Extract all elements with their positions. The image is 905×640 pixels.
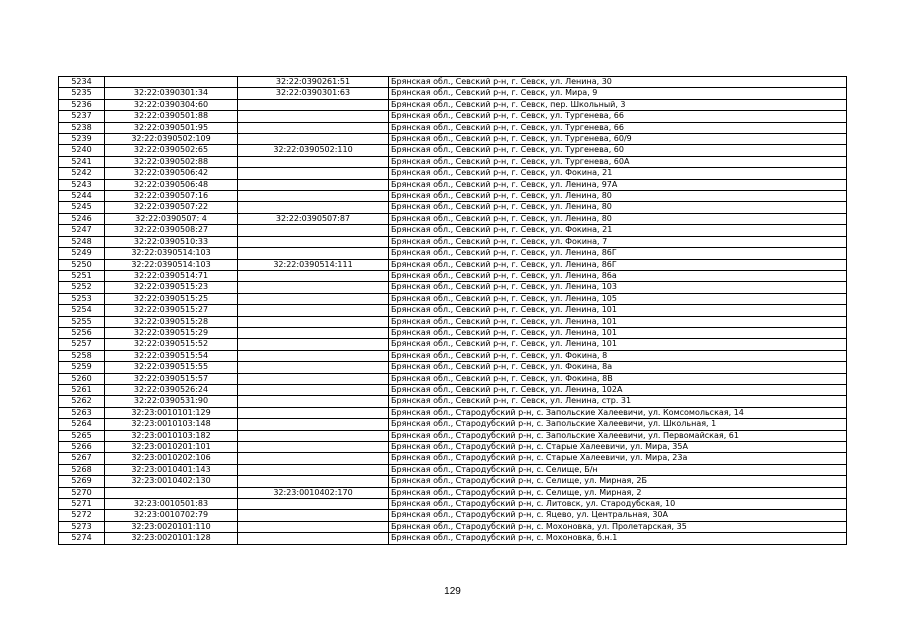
row-number-cell: 5262 [59,396,105,407]
cadastral-number-cell: 32:22:0390514:103 [105,259,238,270]
cadastral-number-cell: 32:22:0390501:88 [105,111,238,122]
table-row [59,407,847,418]
row-number-cell: 5259 [59,362,105,373]
address-cell: Брянская обл., Севский р-н, г. Севск, ул. Ленина, 102А [389,384,847,395]
cadastral-number-cell: 32:22:0390514:71 [105,270,238,281]
cadastral-number-cell: 32:22:0390526:24 [105,384,238,395]
building-cadastral-number-cell [238,248,389,259]
cadastral-number-cell: 32:23:0010101:129 [105,407,238,418]
building-cadastral-number-cell [238,111,389,122]
address-cell: Брянская обл., Севский р-н, г. Севск, ул. Ленина, 101 [389,327,847,338]
table-row [59,419,847,430]
table-row [59,430,847,441]
cadastral-number-cell [105,77,238,88]
table-row [59,316,847,327]
row-number-cell: 5260 [59,373,105,384]
row-number-cell: 5239 [59,134,105,145]
cadastral-number-cell: 32:23:0020101:110 [105,521,238,532]
building-cadastral-number-cell [238,442,389,453]
address-cell: Брянская обл., Севский р-н, г. Севск, ул. Ленина, 86Г [389,248,847,259]
cadastral-number-cell: 32:22:0390502:109 [105,134,238,145]
building-cadastral-number-cell [238,122,389,133]
cadastral-number-cell: 32:23:0010201:101 [105,442,238,453]
cadastral-number-cell: 32:22:0390508:27 [105,225,238,236]
building-cadastral-number-cell [238,202,389,213]
address-cell: Брянская обл., Севский р-н, г. Севск, ул. Мира, 9 [389,88,847,99]
cadastral-number-cell: 32:22:0390510:33 [105,236,238,247]
row-number-cell: 5272 [59,510,105,521]
row-number-cell: 5245 [59,202,105,213]
address-cell: Брянская обл., Стародубский р-н, с. Запольские Халеевичи, ул. Первомайская, 61 [389,430,847,441]
table-row [59,77,847,88]
address-cell: Брянская обл., Севский р-н, г. Севск, ул. Ленина, 103 [389,282,847,293]
table-row [59,327,847,338]
table-row [59,191,847,202]
row-number-cell: 5254 [59,305,105,316]
cadastral-number-cell: 32:22:0390531:90 [105,396,238,407]
building-cadastral-number-cell [238,236,389,247]
building-cadastral-number-cell [238,168,389,179]
building-cadastral-number-cell [238,362,389,373]
table-row [59,99,847,110]
cadastral-number-cell: 32:22:0390301:34 [105,88,238,99]
row-number-cell: 5251 [59,270,105,281]
table-row [59,442,847,453]
building-cadastral-number-cell [238,499,389,510]
address-cell: Брянская обл., Стародубский р-н, с. Мохоновка, ул. Пролетарская, 35 [389,521,847,532]
address-cell: Брянская обл., Стародубский р-н, с. Запольские Халеевичи, ул. Комсомольская, 14 [389,407,847,418]
table-row [59,88,847,99]
building-cadastral-number-cell: 32:22:0390507:87 [238,213,389,224]
row-number-cell: 5256 [59,327,105,338]
table-row [59,305,847,316]
address-cell: Брянская обл., Севский р-н, г. Севск, ул. Ленина, 97А [389,179,847,190]
address-cell: Брянская обл., Севский р-н, г. Севск, пер. Школьный, 3 [389,99,847,110]
building-cadastral-number-cell [238,407,389,418]
cadastral-number-cell: 32:22:0390502:65 [105,145,238,156]
address-cell: Брянская обл., Севский р-н, г. Севск, ул. Ленина, 105 [389,293,847,304]
row-number-cell: 5250 [59,259,105,270]
building-cadastral-number-cell: 32:22:0390514:111 [238,259,389,270]
building-cadastral-number-cell [238,316,389,327]
row-number-cell: 5268 [59,464,105,475]
table-row [59,168,847,179]
cadastral-number-cell: 32:22:0390507:16 [105,191,238,202]
cadastral-number-cell: 32:22:0390515:52 [105,339,238,350]
cadastral-number-cell: 32:22:0390507:22 [105,202,238,213]
row-number-cell: 5248 [59,236,105,247]
cadastral-number-cell: 32:23:0010103:148 [105,419,238,430]
building-cadastral-number-cell [238,179,389,190]
building-cadastral-number-cell [238,476,389,487]
building-cadastral-number-cell: 32:23:0010402:170 [238,487,389,498]
row-number-cell: 5238 [59,122,105,133]
table-row [59,362,847,373]
table-row [59,111,847,122]
row-number-cell: 5237 [59,111,105,122]
building-cadastral-number-cell [238,156,389,167]
address-cell: Брянская обл., Севский р-н, г. Севск, ул. Ленина, 86а [389,270,847,281]
address-cell: Брянская обл., Стародубский р-н, с. Литовск, ул. Стародубская, 10 [389,499,847,510]
table-row [59,225,847,236]
cadastral-number-cell [105,487,238,498]
row-number-cell: 5261 [59,384,105,395]
building-cadastral-number-cell [238,396,389,407]
building-cadastral-number-cell [238,339,389,350]
building-cadastral-number-cell: 32:22:0390502:110 [238,145,389,156]
address-cell: Брянская обл., Севский р-н, г. Севск, ул. Фокина, 7 [389,236,847,247]
table-row [59,510,847,521]
row-number-cell: 5241 [59,156,105,167]
address-cell: Брянская обл., Севский р-н, г. Севск, ул. Ленина, 101 [389,316,847,327]
building-cadastral-number-cell [238,533,389,544]
building-cadastral-number-cell [238,134,389,145]
address-cell: Брянская обл., Севский р-н, г. Севск, ул. Ленина, 86Г [389,259,847,270]
building-cadastral-number-cell: 32:22:0390261:51 [238,77,389,88]
building-cadastral-number-cell [238,521,389,532]
address-cell: Брянская обл., Стародубский р-н, с. Старые Халеевичи, ул. Мира, 23а [389,453,847,464]
address-cell: Брянская обл., Стародубский р-н, с. Запольские Халеевичи, ул. Школьная, 1 [389,419,847,430]
building-cadastral-number-cell [238,282,389,293]
cadastral-table [58,76,847,545]
row-number-cell: 5242 [59,168,105,179]
building-cadastral-number-cell [238,191,389,202]
table-row [59,453,847,464]
table-body [59,77,847,545]
address-cell: Брянская обл., Севский р-н, г. Севск, ул. Тургенева, 66 [389,111,847,122]
address-cell: Брянская обл., Севский р-н, г. Севск, ул. Ленина, 80 [389,191,847,202]
address-cell: Брянская обл., Севский р-н, г. Севск, ул. Фокина, 8а [389,362,847,373]
row-number-cell: 5247 [59,225,105,236]
table-row [59,179,847,190]
building-cadastral-number-cell [238,419,389,430]
building-cadastral-number-cell [238,99,389,110]
table-row [59,339,847,350]
cadastral-number-cell: 32:22:0390515:28 [105,316,238,327]
cadastral-number-cell: 32:23:0010702:79 [105,510,238,521]
address-cell: Брянская обл., Севский р-н, г. Севск, ул. Тургенева, 60/9 [389,134,847,145]
row-number-cell: 5269 [59,476,105,487]
cadastral-number-cell: 32:22:0390515:23 [105,282,238,293]
page-number: 129 [444,586,461,597]
cadastral-number-cell: 32:23:0010401:143 [105,464,238,475]
cadastral-number-cell: 32:23:0010501:83 [105,499,238,510]
building-cadastral-number-cell [238,510,389,521]
row-number-cell: 5267 [59,453,105,464]
table-row [59,533,847,544]
address-cell: Брянская обл., Севский р-н, г. Севск, ул. Ленина, 80 [389,213,847,224]
table-row [59,236,847,247]
row-number-cell: 5264 [59,419,105,430]
table-row [59,293,847,304]
cadastral-number-cell: 32:23:0010402:130 [105,476,238,487]
address-cell: Брянская обл., Севский р-н, г. Севск, ул. Тургенева, 60 [389,145,847,156]
table-row [59,259,847,270]
table-row [59,202,847,213]
table-row [59,122,847,133]
table-row [59,145,847,156]
cadastral-number-cell: 32:22:0390515:54 [105,350,238,361]
building-cadastral-number-cell [238,373,389,384]
cadastral-number-cell: 32:22:0390515:55 [105,362,238,373]
row-number-cell: 5235 [59,88,105,99]
address-cell: Брянская обл., Севский р-н, г. Севск, ул. Тургенева, 66 [389,122,847,133]
row-number-cell: 5236 [59,99,105,110]
table-row [59,487,847,498]
table-row [59,282,847,293]
address-cell: Брянская обл., Севский р-н, г. Севск, ул. Ленина, 101 [389,339,847,350]
cadastral-number-cell: 32:22:0390304:60 [105,99,238,110]
cadastral-number-cell: 32:22:0390507: 4 [105,213,238,224]
address-cell: Брянская обл., Севский р-н, г. Севск, ул. Ленина, 30 [389,77,847,88]
address-cell: Брянская обл., Стародубский р-н, с. Селище, ул. Мирная, 2 [389,487,847,498]
row-number-cell: 5244 [59,191,105,202]
table-row [59,499,847,510]
building-cadastral-number-cell [238,430,389,441]
table-row [59,396,847,407]
cadastral-number-cell: 32:22:0390506:42 [105,168,238,179]
table-row [59,384,847,395]
row-number-cell: 5271 [59,499,105,510]
row-number-cell: 5270 [59,487,105,498]
cadastral-number-cell: 32:22:0390515:27 [105,305,238,316]
address-cell: Брянская обл., Севский р-н, г. Севск, ул. Фокина, 21 [389,168,847,179]
row-number-cell: 5253 [59,293,105,304]
cadastral-number-cell: 32:22:0390502:88 [105,156,238,167]
cadastral-number-cell: 32:23:0010103:182 [105,430,238,441]
table-row [59,270,847,281]
table-row [59,156,847,167]
row-number-cell: 5234 [59,77,105,88]
row-number-cell: 5246 [59,213,105,224]
building-cadastral-number-cell [238,453,389,464]
address-cell: Брянская обл., Севский р-н, г. Севск, ул. Фокина, 8 [389,350,847,361]
building-cadastral-number-cell [238,384,389,395]
row-number-cell: 5240 [59,145,105,156]
building-cadastral-number-cell [238,225,389,236]
row-number-cell: 5258 [59,350,105,361]
table-row [59,521,847,532]
cadastral-number-cell: 32:23:0010202:106 [105,453,238,464]
row-number-cell: 5257 [59,339,105,350]
address-cell: Брянская обл., Севский р-н, г. Севск, ул. Тургенева, 60А [389,156,847,167]
cadastral-number-cell: 32:22:0390514:103 [105,248,238,259]
row-number-cell: 5263 [59,407,105,418]
cadastral-number-cell: 32:22:0390501:95 [105,122,238,133]
building-cadastral-number-cell [238,293,389,304]
table-row [59,213,847,224]
building-cadastral-number-cell [238,305,389,316]
table-row [59,134,847,145]
building-cadastral-number-cell [238,327,389,338]
address-cell: Брянская обл., Севский р-н, г. Севск, ул. Ленина, 80 [389,202,847,213]
address-cell: Брянская обл., Севский р-н, г. Севск, ул. Фокина, 8В [389,373,847,384]
address-cell: Брянская обл., Стародубский р-н, с. Мохоновка, б.н.1 [389,533,847,544]
table-row [59,464,847,475]
cadastral-number-cell: 32:22:0390515:25 [105,293,238,304]
row-number-cell: 5274 [59,533,105,544]
building-cadastral-number-cell [238,350,389,361]
cadastral-number-cell: 32:23:0020101:128 [105,533,238,544]
row-number-cell: 5266 [59,442,105,453]
address-cell: Брянская обл., Стародубский р-н, с. Старые Халеевичи, ул. Мира, 35А [389,442,847,453]
address-cell: Брянская обл., Стародубский р-н, с. Селище, ул. Мирная, 2Б [389,476,847,487]
row-number-cell: 5273 [59,521,105,532]
address-cell: Брянская обл., Севский р-н, г. Севск, ул. Ленина, 101 [389,305,847,316]
row-number-cell: 5255 [59,316,105,327]
row-number-cell: 5265 [59,430,105,441]
cadastral-number-cell: 32:22:0390515:57 [105,373,238,384]
building-cadastral-number-cell [238,270,389,281]
table-row [59,476,847,487]
address-cell: Брянская обл., Стародубский р-н, с. Селище, Б/н [389,464,847,475]
row-number-cell: 5243 [59,179,105,190]
row-number-cell: 5249 [59,248,105,259]
table-row [59,248,847,259]
table-row [59,373,847,384]
address-cell: Брянская обл., Стародубский р-н, с. Яцево, ул. Центральная, 30А [389,510,847,521]
building-cadastral-number-cell [238,464,389,475]
address-cell: Брянская обл., Севский р-н, г. Севск, ул. Фокина, 21 [389,225,847,236]
cadastral-number-cell: 32:22:0390506:48 [105,179,238,190]
table-row [59,350,847,361]
row-number-cell: 5252 [59,282,105,293]
address-cell: Брянская обл., Севский р-н, г. Севск, ул. Ленина, стр. 31 [389,396,847,407]
building-cadastral-number-cell: 32:22:0390301:63 [238,88,389,99]
cadastral-number-cell: 32:22:0390515:29 [105,327,238,338]
